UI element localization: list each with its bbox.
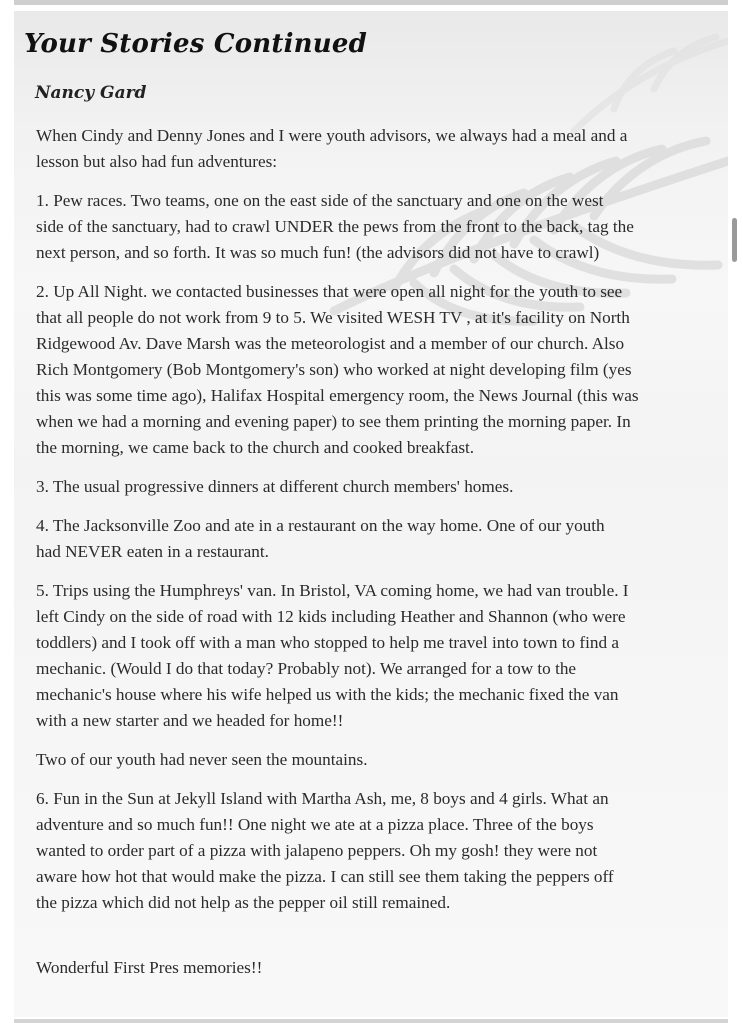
scrollbar-thumb[interactable] (732, 218, 737, 262)
text-line: aware how hot that would make the pizza. I can still see them taking the peppers off (36, 867, 614, 886)
text-line: left Cindy on the side of road with 12 kids including Heather and Shannon (who were (36, 607, 626, 626)
text-line: next person, and so forth. It was so much fun! (the advisors did not have to crawl) (36, 243, 600, 262)
text-line: had NEVER eaten in a restaurant. (36, 542, 269, 561)
paragraph-pew-races (36, 188, 722, 266)
author-name: Nancy Gard (35, 83, 147, 103)
text-line: this was some time ago), Halifax Hospital emergency room, the News Journal (this was (36, 386, 639, 405)
top-divider (14, 0, 728, 5)
text-line: when we had a morning and evening paper) to see them printing the morning paper. In (36, 412, 631, 431)
text-line: toddlers) and I took off with a man who stopped to help me travel into town to find a (36, 633, 619, 652)
paragraph-progressive-dinners (36, 474, 722, 500)
text-line: 6. Fun in the Sun at Jekyll Island with Martha Ash, me, 8 boys and 4 girls. What an (36, 789, 609, 808)
text-line: the pizza which did not help as the pepper oil still remained. (36, 893, 451, 912)
paragraph-mountains (36, 747, 722, 773)
text-line: 1. Pew races. Two teams, one on the east side of the sanctuary and one on the west (36, 191, 604, 210)
text-line: Wonderful First Pres memories!! (36, 958, 263, 977)
paragraph-intro (36, 123, 722, 175)
paragraph-closing (36, 929, 722, 981)
text-line: mechanic. (Would I do that today? Probably not). We arranged for a tow to the (36, 659, 577, 678)
page-title: Your Stories Continued (24, 29, 367, 59)
text-line: lesson but also had fun adventures: (36, 152, 278, 171)
story-page (14, 11, 728, 1017)
text-line: Two of our youth had never seen the mountains. (36, 750, 368, 769)
paragraph-van-trips (36, 578, 722, 734)
text-line: adventure and so much fun!! One night we ate at a pizza place. Three of the boys (36, 815, 594, 834)
text-line: When Cindy and Denny Jones and I were youth advisors, we always had a meal and a (36, 126, 628, 145)
paragraph-jekyll-island (36, 786, 722, 916)
text-line: that all people do not work from 9 to 5. We visited WESH TV , at it's facility on North (36, 308, 630, 327)
text-line: wanted to order part of a pizza with jalapeno peppers. Oh my gosh! they were not (36, 841, 598, 860)
text-line: 5. Trips using the Humphreys' van. In Bristol, VA coming home, we had van trouble. I (36, 581, 629, 600)
text-line: side of the sanctuary, had to crawl UNDER the pews from the front to the back, tag the (36, 217, 634, 236)
bottom-divider (14, 1019, 728, 1023)
text-line: Ridgewood Av. Dave Marsh was the meteorologist and a member of our church. Also (36, 334, 625, 353)
story-body (36, 123, 722, 994)
text-line: mechanic's house where his wife helped us with the kids; the mechanic fixed the van (36, 685, 619, 704)
story-content (14, 11, 728, 1017)
paragraph-jacksonville-zoo (36, 513, 722, 565)
text-line: with a new starter and we headed for home!! (36, 711, 344, 730)
text-line: the morning, we came back to the church and cooked breakfast. (36, 438, 475, 457)
paragraph-up-all-night (36, 279, 722, 461)
blank-line (36, 929, 722, 955)
text-line: 4. The Jacksonville Zoo and ate in a restaurant on the way home. One of our youth (36, 516, 605, 535)
text-line: Rich Montgomery (Bob Montgomery's son) who worked at night developing film (yes (36, 360, 632, 379)
text-line: 2. Up All Night. we contacted businesses that were open all night for the youth to see (36, 282, 623, 301)
text-line: 3. The usual progressive dinners at different church members' homes. (36, 477, 514, 496)
